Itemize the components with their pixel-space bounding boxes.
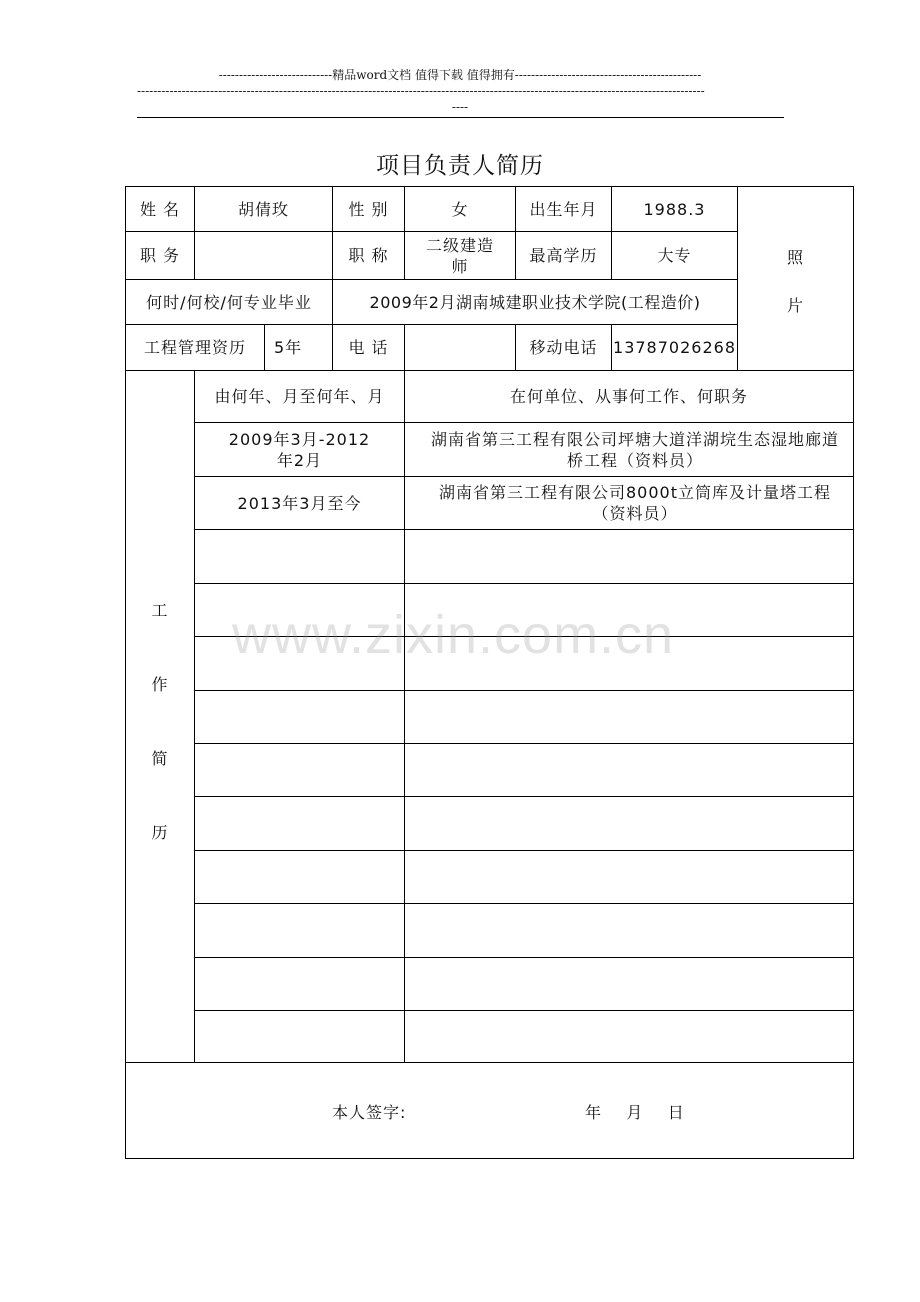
- work-period-4: [194, 583, 405, 637]
- grad-value: 2009年2月湖南城建职业技术学院(工程造价): [332, 279, 738, 325]
- work-period-8: [194, 796, 405, 851]
- photo-char-1: 照: [786, 248, 804, 267]
- work-detail-6: [404, 690, 854, 744]
- page-title: 项目负责人简历: [376, 153, 544, 179]
- work-period-2: 2013年3月至今: [194, 476, 405, 530]
- gender-value: 女: [404, 186, 516, 232]
- watermark: www.zixin.com.cn: [232, 605, 675, 665]
- phone-label: 电 话: [332, 324, 405, 371]
- side-char-4: 历: [151, 823, 169, 842]
- mobile-value: 13787026268: [611, 324, 738, 371]
- side-char-2: 作: [151, 675, 169, 694]
- name-value: 胡倩玫: [194, 186, 333, 232]
- mobile-label: 移动电话: [515, 324, 612, 371]
- work-period-11: [194, 957, 405, 1011]
- header-dash-line: --------------------------------------------------------------------------------------------------------------------------------------------: [137, 84, 705, 98]
- work-detail-9: [404, 850, 854, 904]
- header-banner: ----------------------------精品word文档 值得下载 值得拥有----------------------------------------------: [218, 68, 702, 82]
- photo-char-2: 片: [786, 296, 804, 315]
- work-detail-header: 在何单位、从事何工作、何职务: [404, 370, 854, 423]
- grad-label: 何时/何校/何专业毕业: [125, 279, 333, 325]
- work-period-header: 由何年、月至何年、月: [194, 370, 405, 423]
- work-period-3: [194, 529, 405, 584]
- work-period-6: [194, 690, 405, 744]
- side-char-1: 工: [151, 601, 169, 620]
- exp-label: 工程管理资历: [125, 324, 265, 371]
- duty-label: 职 务: [125, 231, 195, 280]
- work-detail-4: [404, 583, 854, 637]
- signature-date: 年 月 日: [585, 1103, 685, 1122]
- birth-label: 出生年月: [515, 186, 612, 232]
- phone-value: [404, 324, 516, 371]
- work-detail-5: [404, 636, 854, 691]
- work-detail-12: [404, 1010, 854, 1063]
- work-history-side-label: [125, 370, 195, 1063]
- edu-value: 大专: [611, 231, 738, 280]
- name-label: 姓 名: [125, 186, 195, 232]
- work-period-9: [194, 850, 405, 904]
- duty-value: [194, 231, 333, 280]
- work-period-7: [194, 743, 405, 797]
- work-period-5: [194, 636, 405, 691]
- work-detail-3: [404, 529, 854, 584]
- side-char-3: 简: [151, 749, 169, 768]
- work-detail-1: 湖南省第三工程有限公司坪塘大道洋湖垸生态湿地廊道桥工程（资料员）: [404, 422, 854, 477]
- work-detail-10: [404, 903, 854, 958]
- gender-label: 性 别: [332, 186, 405, 232]
- header-dash-tail: ----: [451, 100, 469, 114]
- exp-value: 5年: [264, 324, 333, 371]
- work-detail-11: [404, 957, 854, 1011]
- work-period-1: 2009年3月-2012年2月: [194, 422, 405, 477]
- work-detail-8: [404, 796, 854, 851]
- birth-value: 1988.3: [611, 186, 738, 232]
- title-label: 职 称: [332, 231, 405, 280]
- header-rule: [137, 117, 784, 118]
- work-detail-2: 湖南省第三工程有限公司8000t立筒库及计量塔工程（资料员）: [404, 476, 854, 530]
- signature-label: 本人签字:: [332, 1103, 407, 1122]
- edu-label: 最高学历: [515, 231, 612, 280]
- photo-box: [737, 186, 854, 371]
- work-period-10: [194, 903, 405, 958]
- work-detail-7: [404, 743, 854, 797]
- signature-box: [125, 1062, 854, 1159]
- title-value: 二级建造师: [404, 231, 516, 280]
- work-period-12: [194, 1010, 405, 1063]
